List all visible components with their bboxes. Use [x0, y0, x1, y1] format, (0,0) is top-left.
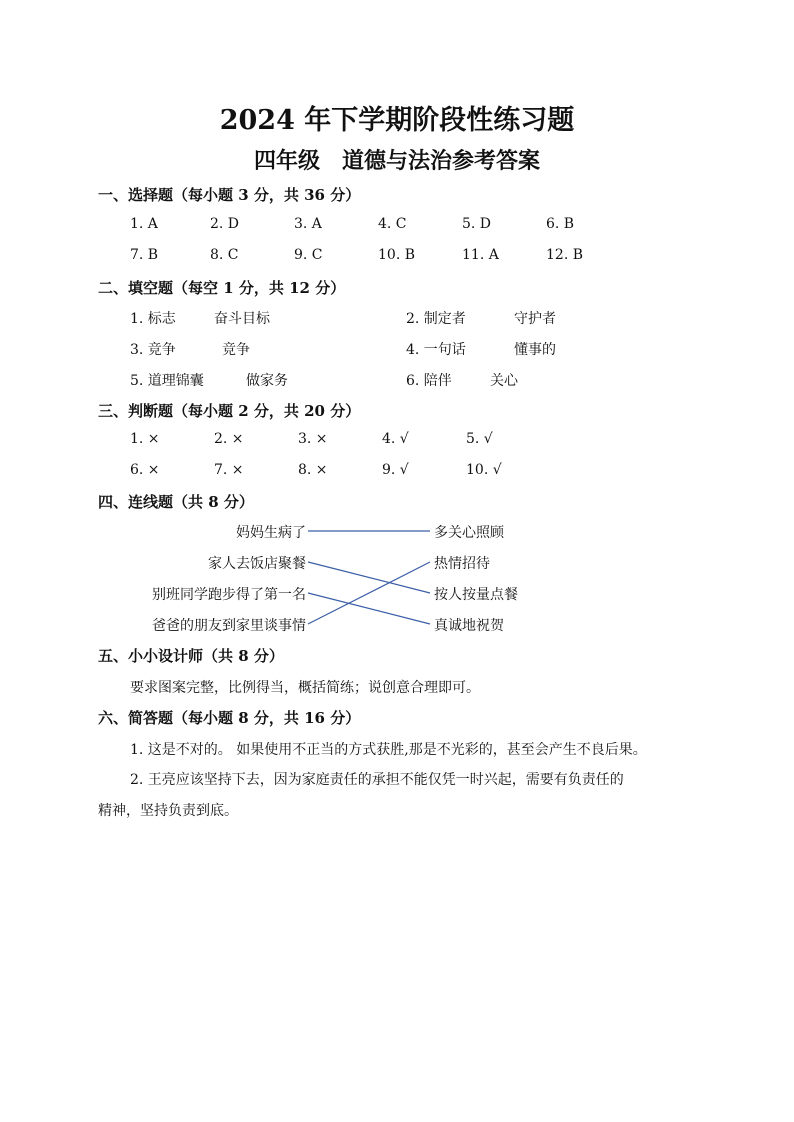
judge-answer: 3. ×: [298, 431, 328, 447]
fill-answer: 4. 一句话: [406, 342, 466, 358]
choice-answer: 12. B: [546, 247, 584, 263]
choice-answer: 5. D: [462, 216, 492, 232]
match-right-item: 真诚地祝贺: [434, 618, 504, 634]
section-1-heading: 一、选择题（每小题 3 分，共 36 分）: [98, 186, 361, 204]
choice-answer: 9. C: [294, 247, 323, 263]
short-answer-2-line-2: 精神，坚持负责到底。: [98, 803, 238, 819]
judge-answer: 4. √: [382, 431, 409, 447]
choice-answer: 4. C: [378, 216, 407, 232]
match-left-item: 妈妈生病了: [236, 525, 306, 541]
choice-answer: 3. A: [294, 216, 322, 232]
fill-answer: 1. 标志: [130, 311, 176, 327]
section-3-heading: 三、判断题（每小题 2 分，共 20 分）: [98, 402, 361, 420]
match-right-item: 按人按量点餐: [434, 587, 518, 603]
fill-answer: 6. 陪伴: [406, 373, 452, 389]
choice-answer: 2. D: [210, 216, 240, 232]
match-line: [308, 562, 430, 593]
judge-answer: 7. ×: [214, 462, 244, 478]
section-5-heading: 五、小小设计师（共 8 分）: [98, 647, 284, 665]
page-subtitle: 四年级 道德与法治参考答案: [253, 148, 540, 174]
section-4-heading: 四、连线题（共 8 分）: [98, 493, 254, 511]
short-answer-1: 1. 这是不对的。 如果使用不正当的方式获胜,那是不光彩的，甚至会产生不良后果。: [130, 742, 647, 758]
judge-answer: 2. ×: [214, 431, 244, 447]
fill-answer: 5. 道理锦囊: [130, 373, 204, 389]
match-left-item: 家人去饭店聚餐: [208, 556, 306, 572]
judge-answer: 8. ×: [298, 462, 328, 478]
fill-answer: 守护者: [514, 311, 556, 327]
judge-answer: 1. ×: [130, 431, 160, 447]
match-line: [308, 562, 430, 624]
fill-answer: 竞争: [222, 342, 250, 358]
section-6-heading: 六、简答题（每小题 8 分，共 16 分）: [98, 709, 361, 727]
fill-answer: 懂事的: [514, 342, 556, 358]
match-line: [308, 593, 430, 624]
page-title: 2024 年下学期阶段性练习题: [219, 105, 575, 136]
match-right-item: 多关心照顾: [434, 525, 504, 541]
fill-answer: 3. 竞争: [130, 342, 176, 358]
choice-answer: 7. B: [130, 247, 159, 263]
choice-answer: 6. B: [546, 216, 575, 232]
choice-answer: 11. A: [462, 247, 499, 263]
fill-answer: 做家务: [246, 373, 288, 389]
match-left-item: 别班同学跑步得了第一名: [152, 587, 306, 603]
judge-answer: 9. √: [382, 462, 409, 478]
section-2-heading: 二、填空题（每空 1 分，共 12 分）: [98, 279, 346, 297]
choice-answer: 8. C: [210, 247, 239, 263]
match-left-item: 爸爸的朋友到家里谈事情: [152, 618, 306, 634]
judge-answer: 6. ×: [130, 462, 160, 478]
short-answer-2-line-1: 2. 王亮应该坚持下去，因为家庭责任的承担不能仅凭一时兴起，需要有负责任的: [130, 772, 624, 788]
match-right-item: 热情招待: [434, 556, 490, 572]
fill-answer: 关心: [490, 373, 518, 389]
fill-answer: 2. 制定者: [406, 311, 466, 327]
choice-answer: 1. A: [130, 216, 158, 232]
fill-answer: 奋斗目标: [214, 311, 270, 327]
choice-answer: 10. B: [378, 247, 416, 263]
judge-answer: 5. √: [466, 431, 493, 447]
design-answer: 要求图案完整，比例得当，概括简练；说创意合理即可。: [130, 680, 480, 696]
judge-answer: 10. √: [466, 462, 502, 478]
